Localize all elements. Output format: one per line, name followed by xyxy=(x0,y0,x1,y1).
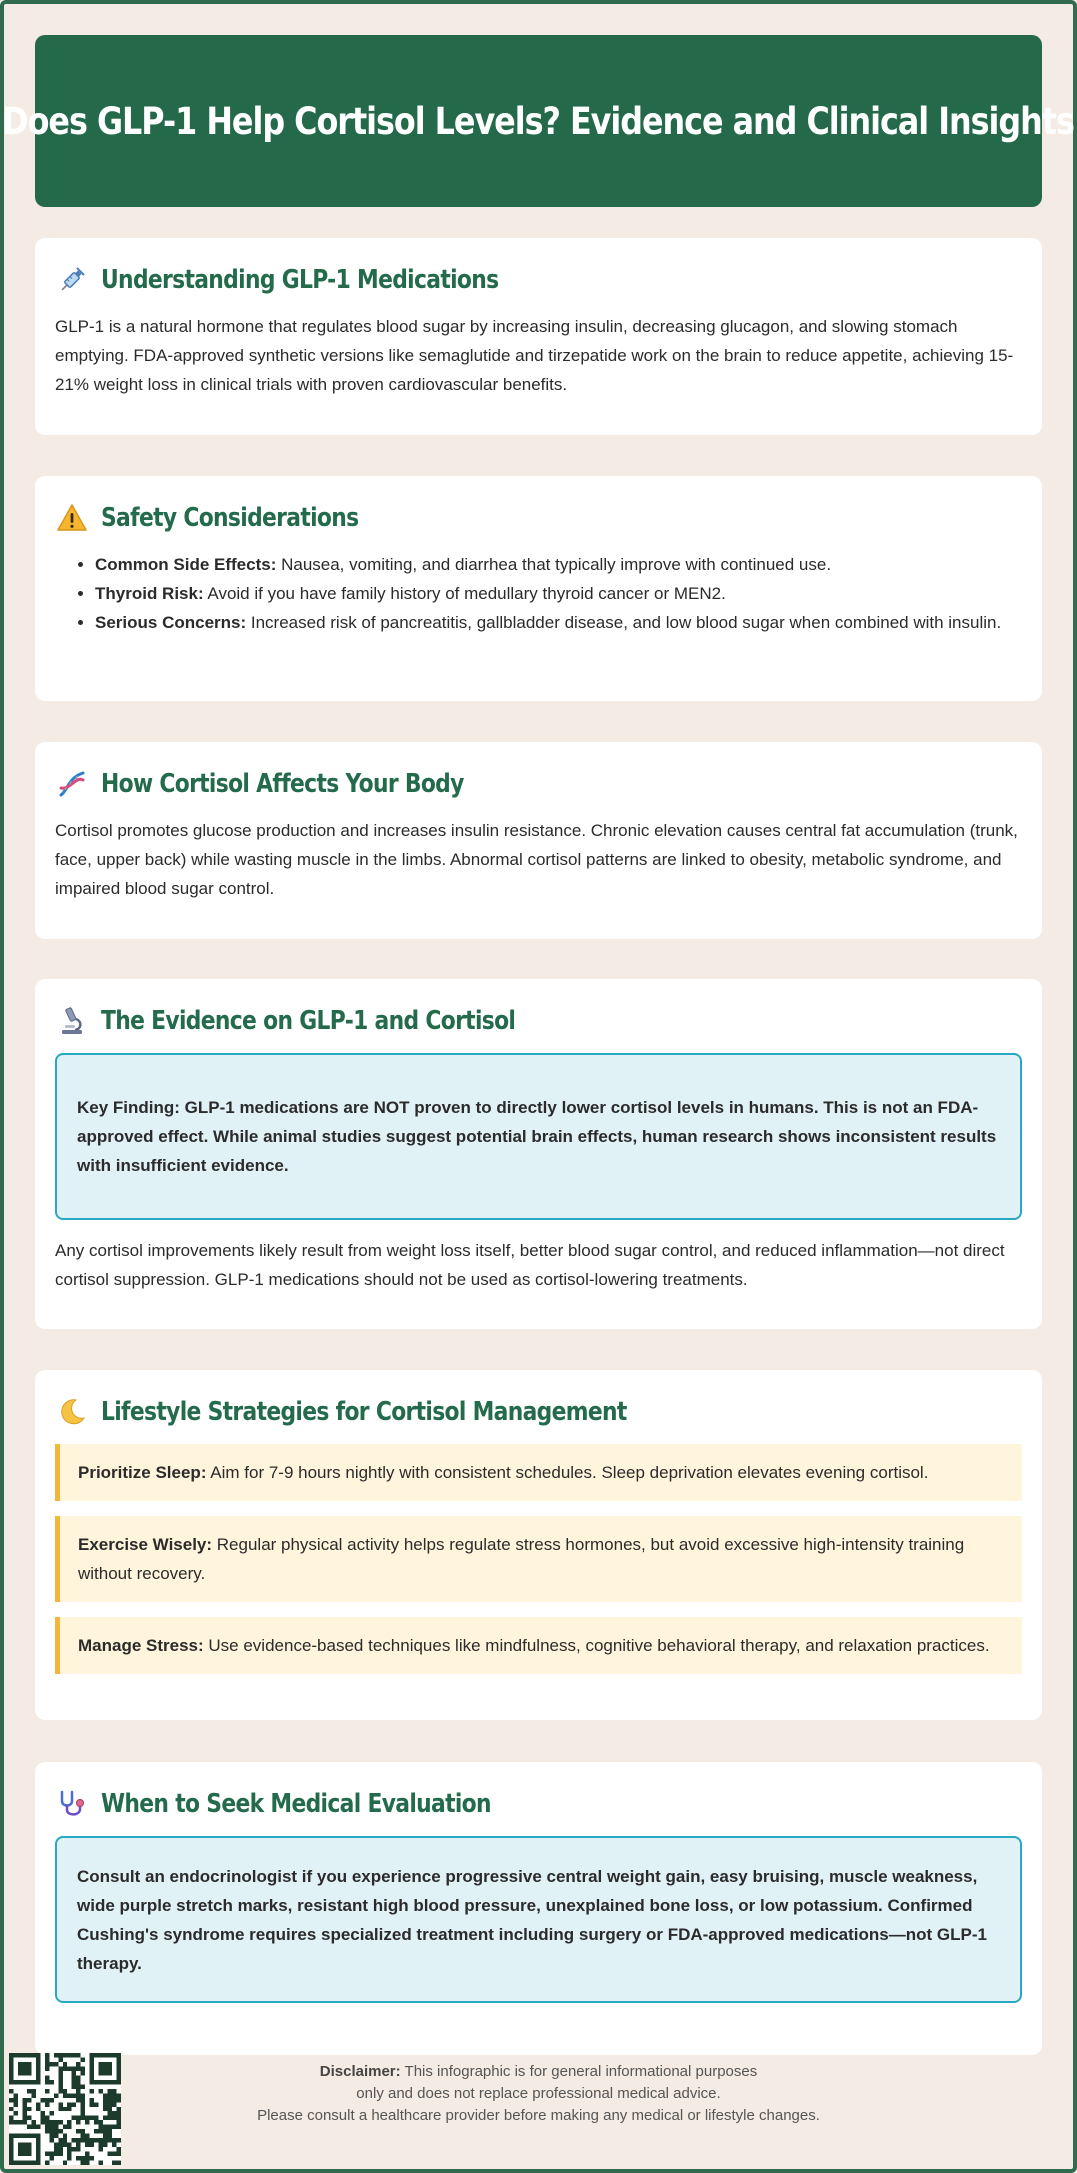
section-lifestyle xyxy=(35,1370,1042,1720)
page-header xyxy=(2,35,1075,207)
disclaimer-line: This infographic is for general informational purposes xyxy=(400,2063,758,2080)
item-label: Serious Concerns: xyxy=(95,613,247,632)
item-text: Nausea, vomiting, and diarrhea that typically improve with continued use. xyxy=(276,555,832,574)
microscope-icon xyxy=(55,1004,89,1038)
section-header xyxy=(55,260,1022,300)
disclaimer-label: Disclaimer: xyxy=(319,2063,401,2080)
medical-callout xyxy=(55,1836,1022,2003)
list-item xyxy=(95,579,1022,608)
section-safety xyxy=(35,476,1042,701)
item-label: Common Side Effects: xyxy=(95,555,277,574)
tip-sleep xyxy=(55,1444,1022,1501)
page-title: Does GLP-1 Help Cortisol Levels? Evidence and Clinical Insights xyxy=(2,99,1075,143)
infographic xyxy=(2,35,1075,1973)
section-body: GLP-1 is a natural hormone that regulates blood sugar by increasing insulin, decreasing glucagon, and slowing stomach emptying. FDA-approved synthetic versions like semaglutide and tirzepatide work on the brain to reduce appetite, achieving 15-21% weight loss in clinical trials with proven cardiovascular benefits. xyxy=(55,317,1014,394)
tip-label: Prioritize Sleep: xyxy=(78,1463,207,1482)
tip-exercise xyxy=(55,1516,1022,1602)
tip-label: Exercise Wisely: xyxy=(78,1535,213,1554)
key-finding-callout xyxy=(55,1053,1022,1220)
section-title: Understanding GLP-1 Medications xyxy=(101,265,499,295)
moon-icon xyxy=(55,1395,89,1429)
section-title: When to Seek Medical Evaluation xyxy=(101,1789,491,1819)
section-header xyxy=(55,498,1022,538)
safety-list xyxy=(55,550,1022,637)
tip-stress xyxy=(55,1617,1022,1674)
tip-text: Aim for 7-9 hours nightly with consistent schedules. Sleep deprivation elevates evening cortisol. xyxy=(206,1463,929,1482)
warning-icon xyxy=(55,501,89,535)
qr-code-icon[interactable] xyxy=(9,2053,121,2165)
section-title: The Evidence on GLP-1 and Cortisol xyxy=(101,1006,516,1036)
tip-text: Use evidence-based techniques like mindfulness, cognitive behavioral therapy, and relaxation practices. xyxy=(203,1636,990,1655)
section-title: How Cortisol Affects Your Body xyxy=(101,769,464,799)
footer xyxy=(0,2053,1077,2173)
section-header xyxy=(55,1392,1022,1432)
section-medical xyxy=(35,1762,1042,2055)
section-header xyxy=(55,1001,1022,1041)
syringe-icon xyxy=(55,263,89,297)
section-body: Cortisol promotes glucose production and increases insulin resistance. Chronic elevation causes central fat accumulation (trunk, face, upper back) while wasting muscle in the limbs. Abnormal cortisol patterns are linked to obesity, metabolic syndrome, and impaired blood sugar control. xyxy=(55,821,1018,898)
callout-text: Consult an endocrinologist if you experience progressive central weight gain, easy bruising, muscle weakness, wide purple stretch marks, resistant high blood pressure, unexplained bone loss, or low potassium. Confirmed Cushing's syndrome requires specialized treatment including surgery or FDA-approved medications—not GLP-1 therapy. xyxy=(77,1866,987,1973)
list-item xyxy=(95,608,1022,637)
item-text: Avoid if you have family history of medullary thyroid cancer or MEN2. xyxy=(203,584,726,603)
list-item xyxy=(95,550,1022,579)
section-title: Lifestyle Strategies for Cortisol Management xyxy=(101,1397,627,1427)
section-body: Any cortisol improvements likely result from weight loss itself, better blood sugar control, and reduced inflammation—not direct cortisol suppression. GLP-1 medications should not be used as cortisol-lowering treatments. xyxy=(55,1241,1005,1289)
section-header xyxy=(55,764,1022,804)
section-title: Safety Considerations xyxy=(101,503,359,533)
section-cortisol xyxy=(35,742,1042,939)
section-glp1 xyxy=(35,238,1042,435)
section-evidence xyxy=(35,979,1042,1329)
callout-text: Key Finding: GLP-1 medications are NOT proven to directly lower cortisol levels in humans. This is not an FDA-approved effect. While animal studies suggest potential brain effects, human research shows inconsistent results with insufficient evidence. xyxy=(77,1098,997,1175)
dna-icon xyxy=(55,767,89,801)
item-text: Increased risk of pancreatitis, gallbladder disease, and low blood sugar when combined with insulin. xyxy=(246,613,1002,632)
disclaimer-line: Please consult a healthcare provider before making any medical or lifestyle changes. xyxy=(257,2107,820,2124)
item-label: Thyroid Risk: xyxy=(95,584,204,603)
tip-text: Regular physical activity helps regulate stress hormones, but avoid excessive high-intensity training without recovery. xyxy=(78,1535,965,1583)
disclaimer xyxy=(200,2061,877,2127)
disclaimer-line: only and does not replace professional medical advice. xyxy=(356,2085,721,2102)
stethoscope-icon xyxy=(55,1787,89,1821)
tip-label: Manage Stress: xyxy=(78,1636,204,1655)
section-header xyxy=(55,1784,1022,1824)
